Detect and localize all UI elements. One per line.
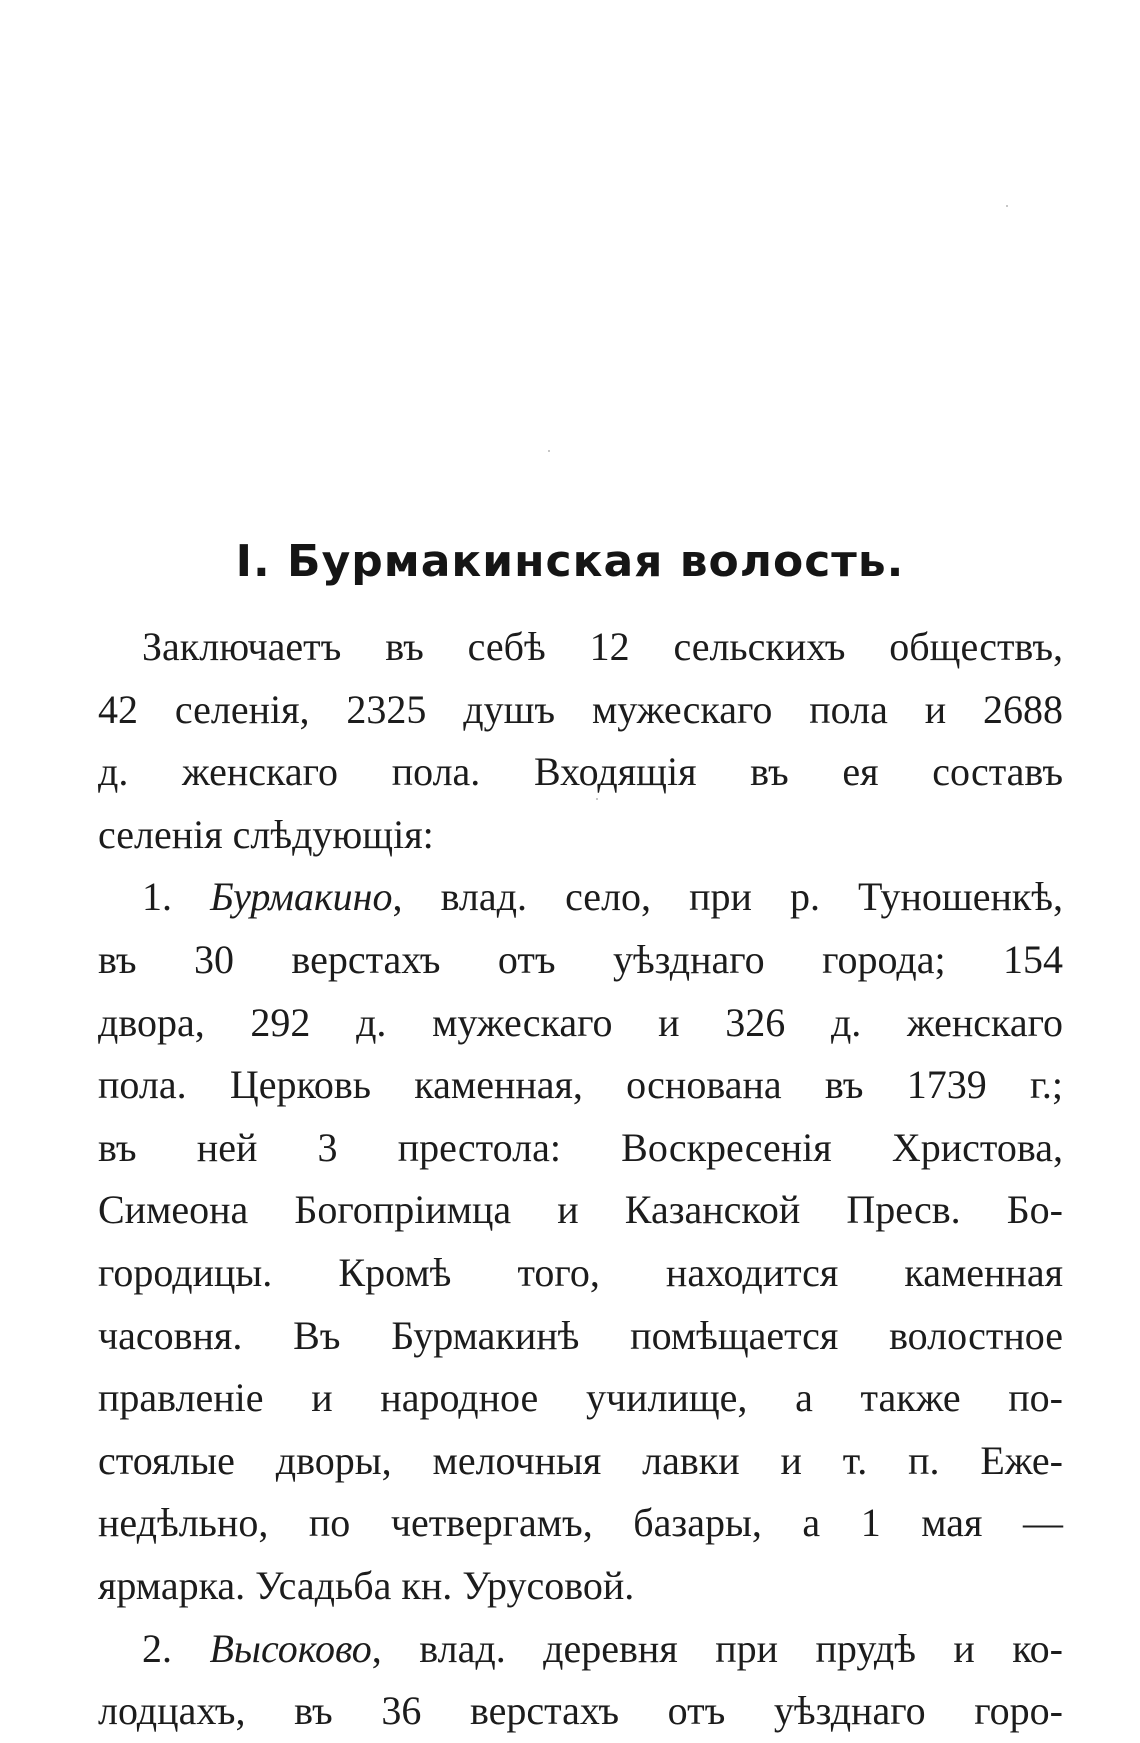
- text-line: часовня. Въ Бурмакинѣ помѣщается волостное: [98, 1312, 1063, 1358]
- text-line: Заключаетъ въ себѣ 12 сельскихъ обществъ,: [142, 624, 1063, 669]
- entry-number: 1.: [142, 874, 172, 920]
- intro-paragraph: [98, 616, 1063, 866]
- text-fragment: , влад. село, при р. Туношенкѣ,: [392, 874, 1064, 920]
- text-line: правленіе и народное училище, а также по-: [98, 1375, 1063, 1421]
- body-text: [98, 616, 1063, 1743]
- text-fragment: , влад. деревня при прудѣ и ко-: [371, 1625, 1063, 1671]
- text-line: д. женскаго пола. Входящія въ ея составъ: [98, 749, 1063, 795]
- text-line: селенія слѣдующія:: [98, 811, 434, 857]
- entry-number: 2.: [142, 1625, 172, 1671]
- text-line: городицы. Кромѣ того, находится каменная: [98, 1249, 1063, 1295]
- text-line: ярмарка. Усадьба кн. Урусовой.: [98, 1562, 635, 1608]
- scan-speck: [1006, 205, 1008, 207]
- text-line: въ 30 верстахъ отъ уѣзднаго города; 154: [98, 936, 1063, 982]
- entry-vysokovo: [98, 1618, 1063, 1743]
- text-line: [98, 866, 1063, 929]
- text-line: 42 селенія, 2325 душъ мужескаго пола и 2688: [98, 686, 1063, 732]
- text-line: [98, 1618, 1063, 1681]
- text-line: лодцахъ, въ 36 верстахъ отъ уѣзднаго горо-: [98, 1688, 1063, 1734]
- place-name: Высоково: [209, 1625, 372, 1671]
- section-heading: I. Бурмакинская волость.: [235, 536, 905, 587]
- text-line: двора, 292 д. мужескаго и 326 д. женскаго: [98, 999, 1063, 1045]
- text-line: Симеона Богопріимца и Казанской Пресв. Бо-: [98, 1187, 1063, 1233]
- scan-speck: [548, 450, 550, 452]
- text-line: недѣльно, по четвергамъ, базары, а 1 мая —: [98, 1500, 1063, 1546]
- text-line: пола. Церковь каменная, основана въ 1739 г.;: [98, 1062, 1063, 1108]
- place-name: Бурмакино: [210, 874, 393, 920]
- text-line: въ ней 3 престола: Воскресенія Христова,: [98, 1124, 1063, 1170]
- text-line: стоялые дворы, мелочныя лавки и т. п. Еже-: [98, 1437, 1063, 1483]
- entry-burmakino: [98, 866, 1063, 1617]
